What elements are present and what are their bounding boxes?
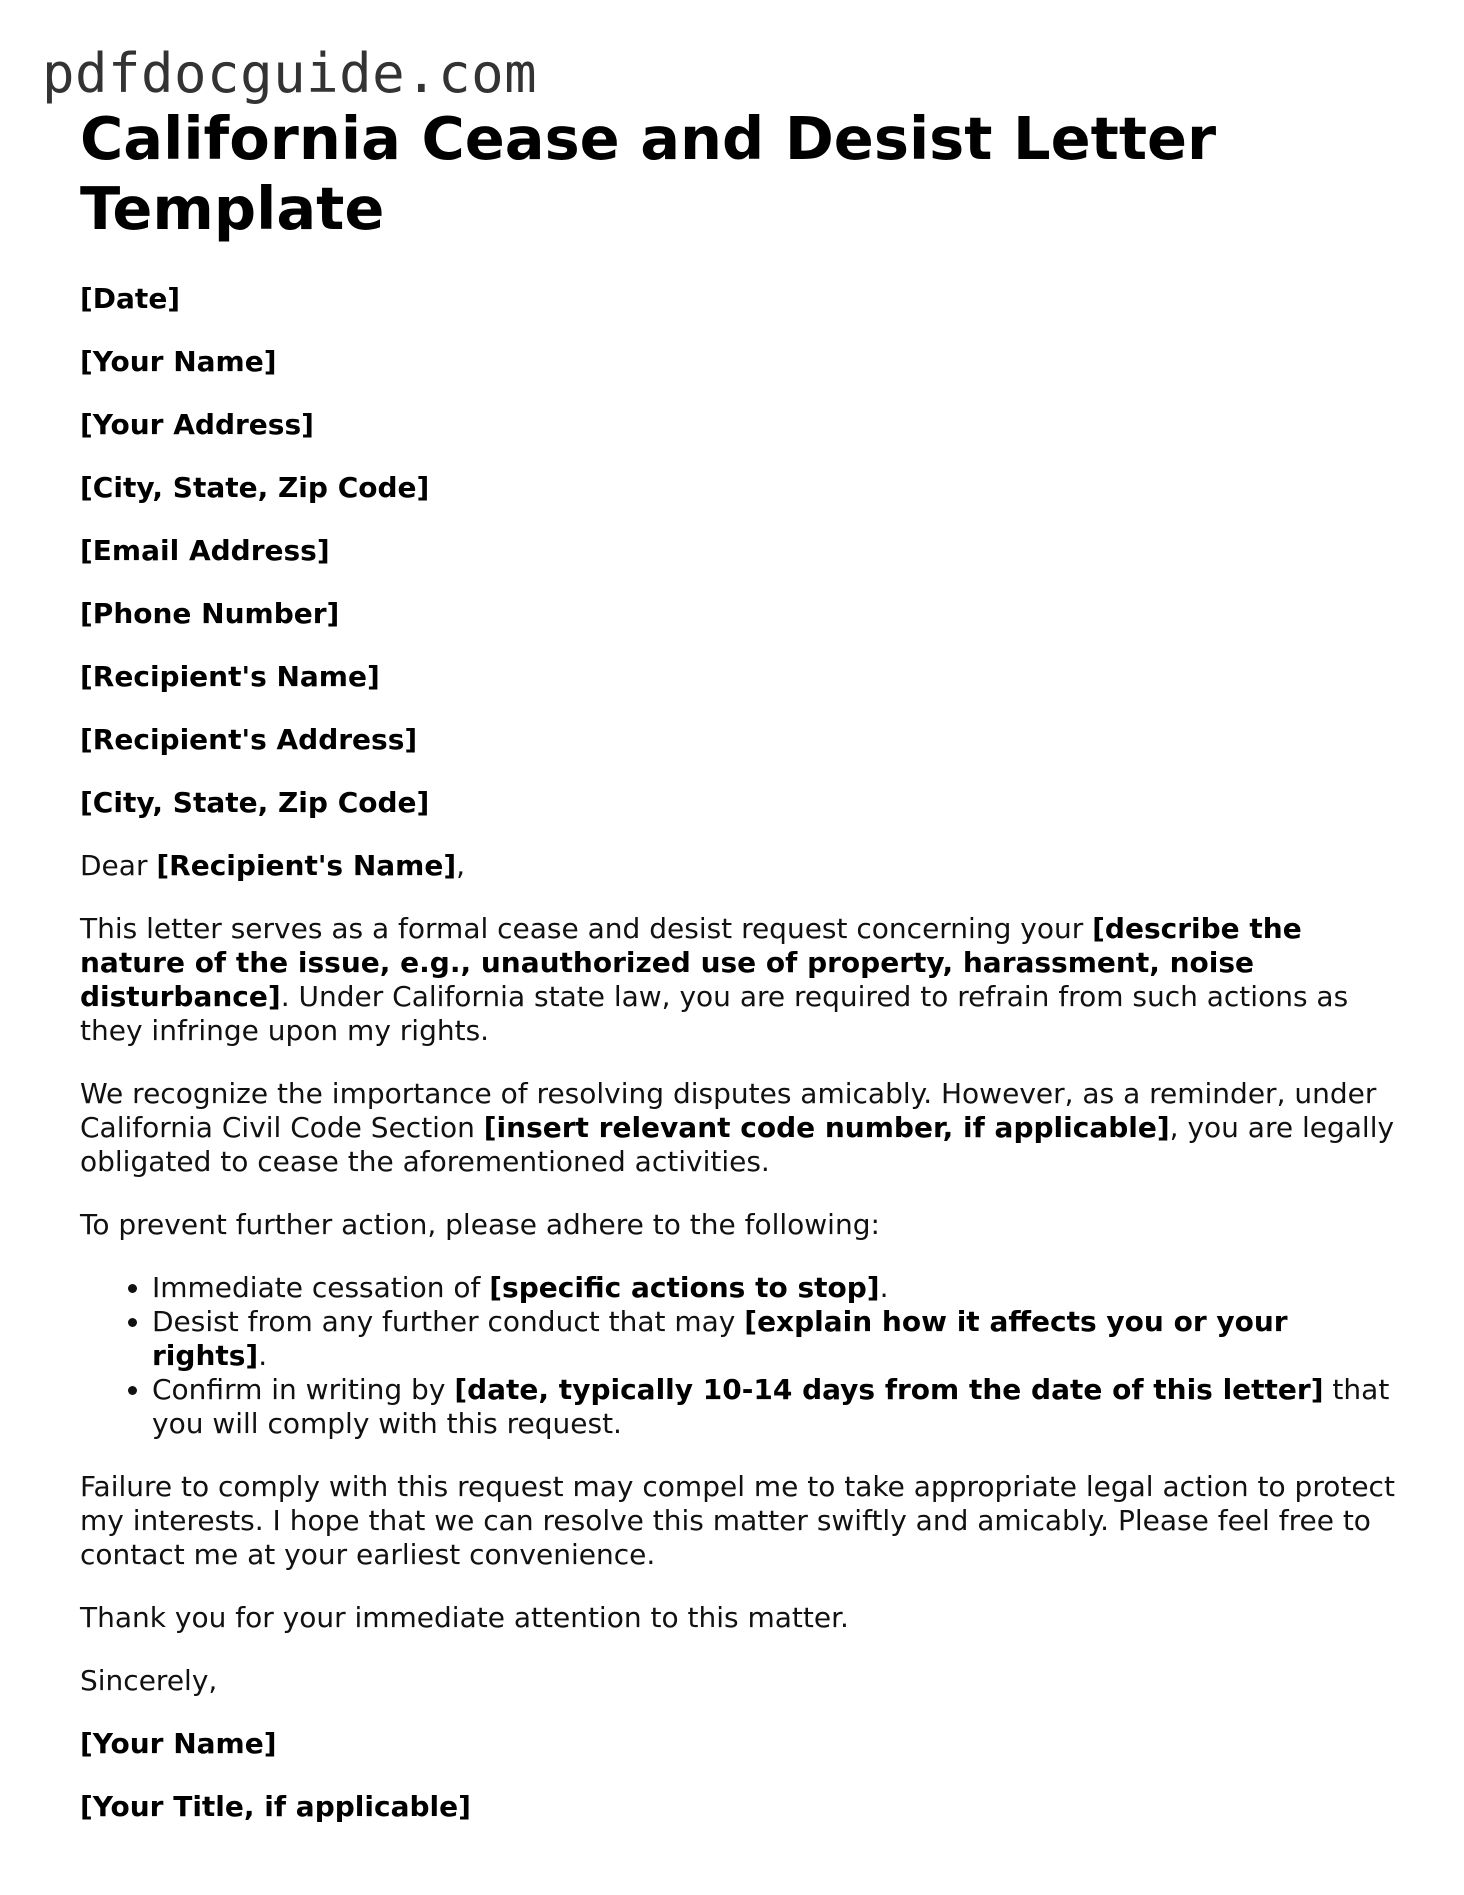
list-item (152, 1271, 1410, 1305)
list-item-placeholder: [explain how it affects you or your rights] (152, 1305, 1288, 1372)
your-address-field: [Your Address] (80, 408, 314, 441)
para2-text-1: We recognize the importance of resolving disputes amicably. However, as a reminder, under California Civil Code Section (80, 1077, 1377, 1144)
para2-placeholder: [insert relevant code number, if applicable] (483, 1111, 1170, 1144)
header-fields (80, 282, 1410, 820)
your-city-field: [City, State, Zip Code] (80, 471, 430, 504)
list-item (152, 1373, 1410, 1441)
date-field: [Date] (80, 282, 181, 315)
paragraph-request (80, 912, 1410, 1048)
paragraph-consequences: Failure to comply with this request may compel me to take appropriate legal action to protect my interests. I hope that we can resolve this matter swiftly and amicably. Please feel free to contact me at your earliest convenience. (80, 1470, 1395, 1571)
para2-text-2: , you are legally obligated to cease the aforementioned activities. (80, 1111, 1395, 1178)
recipient-city-field: [City, State, Zip Code] (80, 786, 430, 819)
salutation-suffix: , (456, 849, 466, 882)
recipient-address-field: [Recipient's Address] (80, 723, 418, 756)
paragraph-legal (80, 1077, 1410, 1179)
para1-text-2: . Under California state law, you are required to refrain from such actions as they infringe upon my rights. (80, 980, 1349, 1047)
list-item-text: . (258, 1339, 268, 1372)
salutation-prefix: Dear (80, 849, 157, 882)
salutation (80, 849, 1410, 883)
salutation-name: [Recipient's Name] (156, 849, 457, 882)
closing: Sincerely, (80, 1664, 218, 1697)
demands-list (80, 1271, 1410, 1441)
signature-name: [Your Name] (80, 1727, 277, 1760)
para1-text-1: This letter serves as a formal cease and desist request concerning your (80, 912, 1093, 945)
list-item-text: that you will comply with this request. (152, 1373, 1390, 1440)
list-item-placeholder: [date, typically 10-14 days from the date of this letter] (454, 1373, 1324, 1406)
list-item-text: . (879, 1271, 889, 1304)
paragraph-thanks: Thank you for your immediate attention to this matter. (80, 1601, 849, 1634)
para1-placeholder: [describe the nature of the issue, e.g., unauthorized use of property, harassment, noise disturbance] (80, 912, 1302, 1013)
email-field: [Email Address] (80, 534, 330, 567)
list-item-text: Desist from any further conduct that may (152, 1305, 745, 1338)
recipient-name-field: [Recipient's Name] (80, 660, 380, 693)
list-item-text: Immediate cessation of (152, 1271, 490, 1304)
phone-field: [Phone Number] (80, 597, 340, 630)
signature-title: [Your Title, if applicable] (80, 1790, 471, 1823)
your-name-field: [Your Name] (80, 345, 277, 378)
list-item (152, 1305, 1410, 1373)
list-item-text: Confirm in writing by (152, 1373, 455, 1406)
page-title: California Cease and Desist Letter Template (80, 104, 1217, 243)
paragraph-instructions: To prevent further action, please adhere to the following: (80, 1208, 880, 1241)
letter-document (80, 104, 1410, 1824)
list-item-placeholder: [specific actions to stop] (489, 1271, 880, 1304)
site-watermark: pdfdocguide.com (42, 42, 538, 105)
